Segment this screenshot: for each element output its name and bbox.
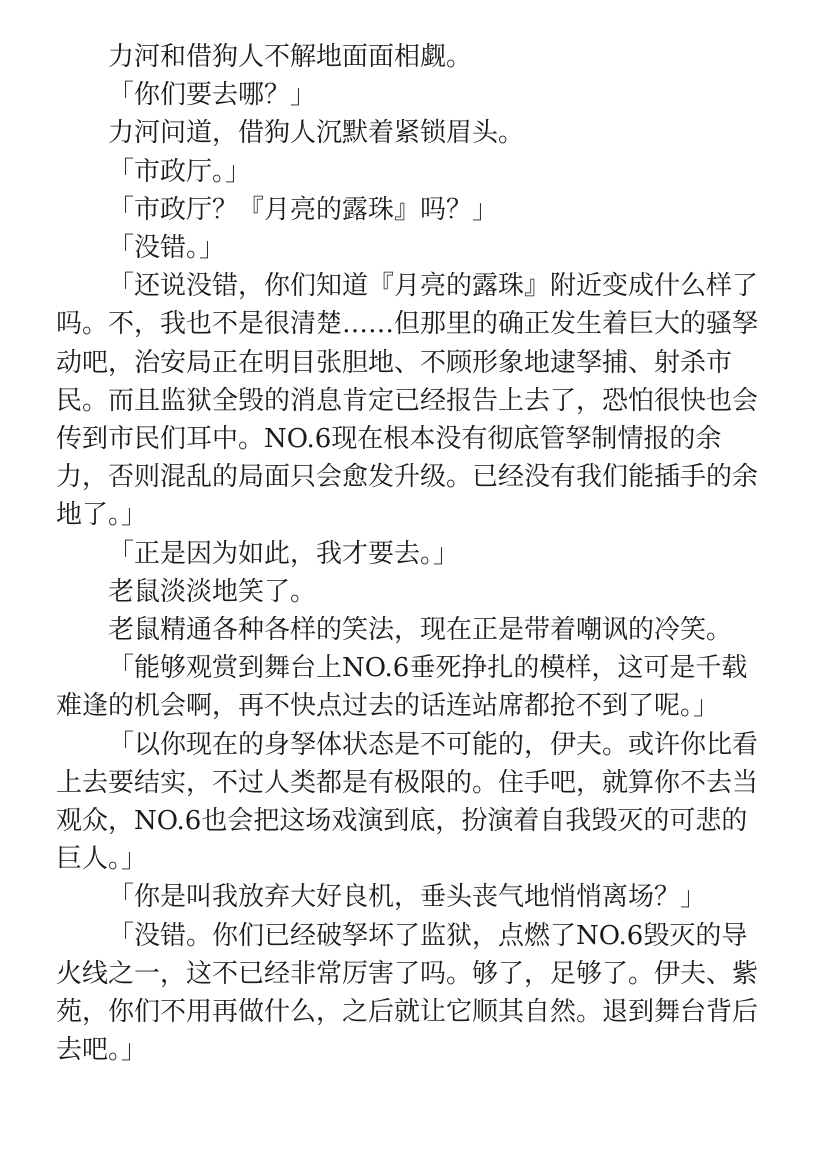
paragraph: 「以你现在的身孥体状态是不可能的，伊夫。或许你比看上去要结实，不过人类都是有极限的。住手吧，就算你不去当观众，NO.6也会把这场戏演到底，扮演着自我毁灭的可悲的巨人。」 bbox=[56, 729, 759, 875]
paragraph: 「你是叫我放弃大好良机，垂头丧气地悄悄离场？」 bbox=[108, 882, 707, 913]
paragraph: 「没错。你们已经破孥坏了监狱，点燃了NO.6毁灭的导火线之一，这不已经非常厉害了吗。够了，足够了。伊夫、紫苑，你们不用再做什么，之后就让它顺其自然。退到舞台背后去吧。」 bbox=[56, 920, 759, 1066]
paragraph: 「市政厅。」 bbox=[108, 156, 252, 187]
paragraph: 「没错。」 bbox=[108, 233, 226, 264]
document-page bbox=[56, 38, 770, 1069]
paragraph: 力河和借狗人不解地面面相觑。 bbox=[108, 42, 473, 72]
paragraph: 老鼠淡淡地笑了。 bbox=[108, 576, 317, 607]
paragraph: 「还说没错，你们知道『月亮的露珠』附近变成什么样了吗。不，我也不是很清楚……但那里的确正发生着巨大的骚孥动吧，治安局正在明目张胆地、不顾形象地逮孥捕、射杀市民。而且监狱全毁的消息肯定已经报告上去了，恐怕很快也会传到市民们耳中。NO.6现在根本没有彻底管孥制情报的余力，否则混乱的局面只会愈发升级。已经没有我们能插手的余地了。」 bbox=[56, 271, 759, 531]
paragraph: 力河问道，借狗人沉默着紧锁眉头。 bbox=[108, 118, 525, 149]
paragraph: 「你们要去哪？」 bbox=[108, 80, 317, 111]
paragraph: 「能够观赏到舞台上NO.6垂死挣扎的模样，这可是千载难逢的机会啊，再不快点过去的话连站席都抢不到了呢。」 bbox=[56, 653, 748, 722]
paragraph: 「正是因为如此，我才要去。」 bbox=[108, 538, 460, 569]
paragraph: 老鼠精通各种各样的笑法，现在正是带着嘲讽的冷笑。 bbox=[108, 615, 733, 646]
paragraph: 「市政厅？『月亮的露珠』吗？」 bbox=[108, 194, 499, 225]
